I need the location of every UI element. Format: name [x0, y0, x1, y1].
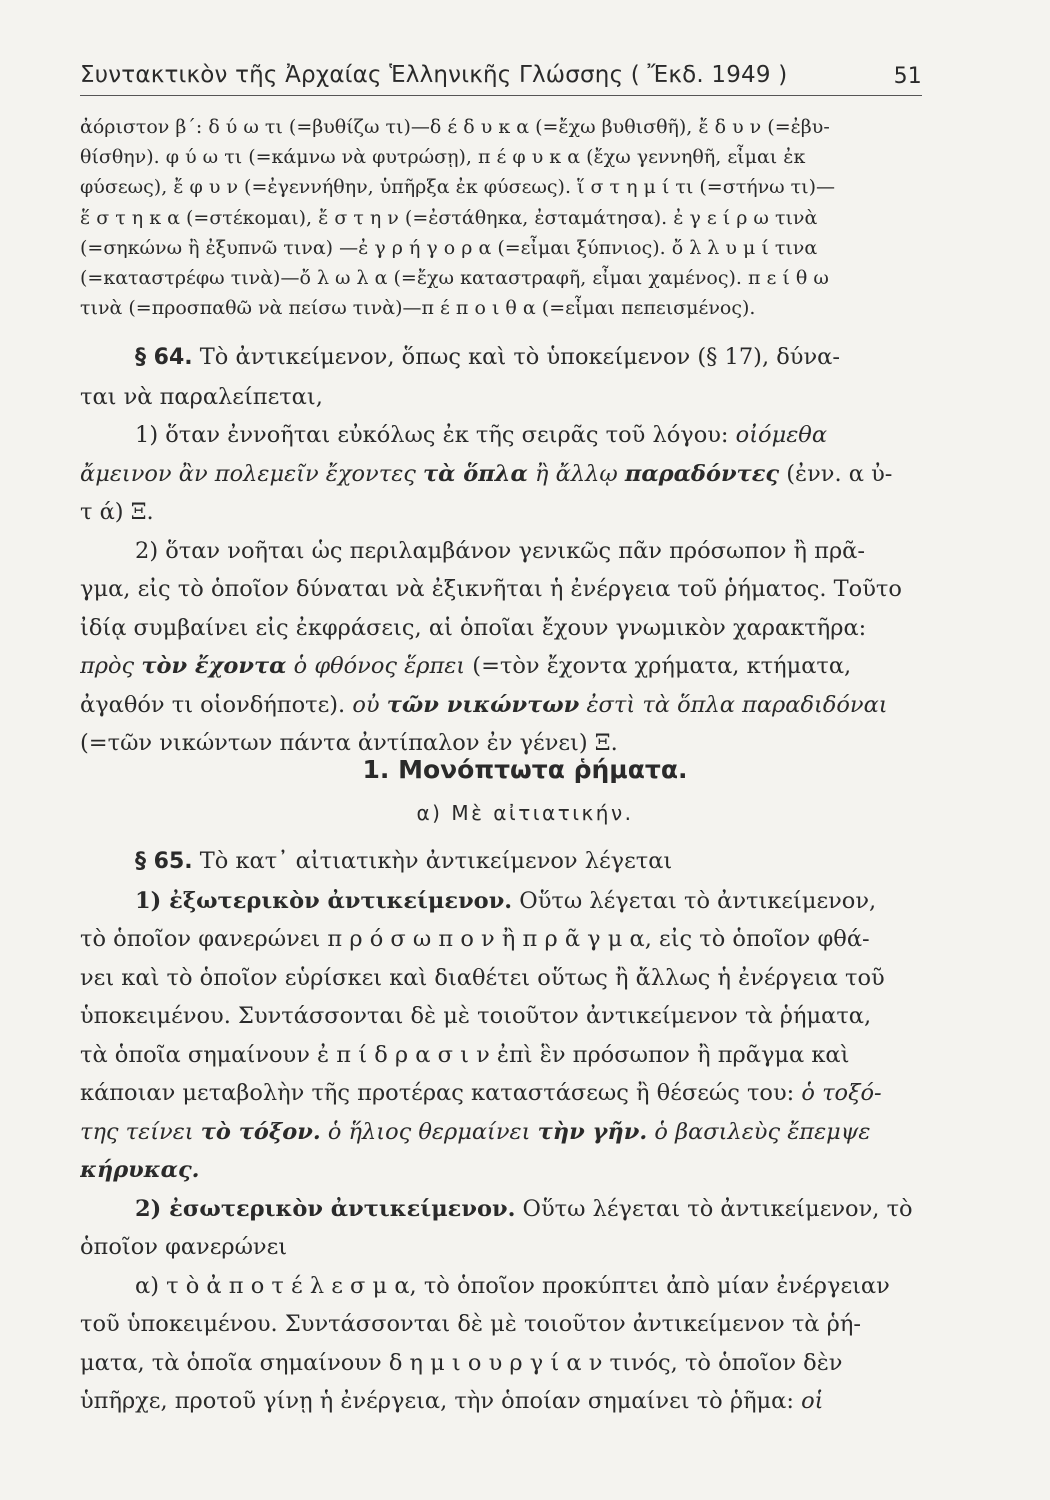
- text-line: φύσεως), ἔ φ υ ν (=ἐγεννήθην, ὑπῆρξα ἐκ φύσεως). ἵ σ τ η μ ί τι (=στήνω τι)—: [80, 176, 836, 199]
- text-span: κάποιαν μεταβολὴν τῆς προτέρας καταστάσεως ἢ θέσεώς του:: [80, 1080, 802, 1106]
- text-line: ὑποκειμένου. Συντάσσονται δὲ μὲ τοιοῦτον ἀντικείμενον τὰ ῥήματα,: [80, 1003, 872, 1029]
- text-line: τὸ ὁποῖον φανερώνει π ρ ό σ ω π ο ν ἢ π ρ ᾶ γ μ α, εἰς τὸ ὁποῖον φθά-: [80, 926, 870, 952]
- term-bold: 2) ἐσωτερικὸν ἀντικείμενον.: [135, 1195, 516, 1222]
- text-line: τὰ ὁποῖα σημαίνουν ἐ π ί δ ρ α σ ι ν ἐπὶ ἓν πρόσωπον ἢ πρᾶγμα καὶ: [80, 1041, 850, 1068]
- text-line: ἀόριστον β΄: δ ύ ω τι (=βυθίζω τι)—δ έ δ υ κ α (=ἔχω βυθισθῆ), ἔ δ υ ν (=ἐβυ-: [80, 116, 830, 138]
- example-italic: οὐ: [352, 691, 387, 718]
- text-span: Οὕτω λέγεται τὸ ἀντικείμενον, τὸ: [515, 1195, 913, 1222]
- example-bold: τὰ ὅπλα: [423, 460, 528, 487]
- section-65: [80, 842, 922, 1421]
- text-span: Οὕτω λέγεται τὸ ἀντικείμενον,: [512, 887, 877, 914]
- text-span: ἀγαθόν τι οἱονδήποτε).: [80, 691, 353, 718]
- example-italic: ὁ τοξό-: [801, 1080, 882, 1106]
- text-span: ὑπῆρχε, προτοῦ γίνῃ ἡ ἐνέργεια, τὴν ὁποίαν σημαίνει τὸ ῥῆμα:: [80, 1388, 802, 1414]
- text-line: (=σηκώνω ἢ ἐξυπνῶ τινα) —ἐ γ ρ ή γ ο ρ α (=εἶμαι ξύπνιος). ὄ λ λ υ μ ί τινα: [80, 236, 818, 259]
- text-line: ματα, τὰ ὁποῖα σημαίνουν δ η μ ι ο υ ρ γ ί α ν τινός, τὸ ὁποῖον δὲν: [80, 1349, 843, 1376]
- example-bold: τῶν νικώντων: [386, 691, 580, 718]
- example-italic: ἢ ἄλλῳ: [527, 460, 625, 487]
- section-number: § 65.: [135, 849, 193, 874]
- intro-paragraph: [80, 112, 922, 323]
- example-italic: ἄμεινον ἂν πολεμεῖν ἔχοντες: [80, 460, 424, 487]
- example-italic: της τείνει: [80, 1118, 201, 1145]
- text-line: Τὸ ἀντικείμενον, ὅπως καὶ τὸ ὑποκείμενον (§ 17), δύνα-: [192, 344, 840, 370]
- section-number: § 64.: [135, 345, 193, 370]
- text-line: 1) ὅταν ἐννοῆται εὐκόλως ἐκ τῆς σειρᾶς τοῦ λόγου:: [135, 422, 736, 448]
- text-line: νει καὶ τὸ ὁποῖον εὑρίσκει καὶ διαθέτει οὕτως ἢ ἄλλως ἡ ἐνέργεια τοῦ: [80, 964, 885, 991]
- example-italic: πρὸς: [80, 653, 142, 679]
- example-italic: ὁ φθόνος ἕρπει: [286, 653, 466, 679]
- chapter-heading: 1. Μονόπτωτα ῥήματα.: [362, 755, 688, 784]
- text-line: γμα, εἰς τὸ ὁποῖον δύναται νὰ ἐξικνῆται ἡ ἐνέργεια τοῦ ῥήματος. Τοῦτο: [80, 576, 902, 602]
- example-bold: κήρυκας.: [80, 1157, 200, 1183]
- example-bold: τὴν γῆν.: [537, 1118, 648, 1145]
- text-line: ὁποῖον φανερώνει: [80, 1234, 288, 1260]
- text-line: α) τ ὸ ἀ π ο τ έ λ ε σ μ α, τὸ ὁποῖον προκύπτει ἀπὸ μίαν ἐνέργειαν: [135, 1272, 890, 1299]
- text-line: (=τῶν νικώντων πάντα ἀντίπαλον ἐν γένει) Ξ.: [80, 730, 618, 756]
- example-bold: τὸ τόξον.: [200, 1118, 321, 1145]
- text-line: ται νὰ παραλείπεται,: [80, 383, 323, 410]
- header-rule: [80, 95, 922, 96]
- page-number: 51: [893, 64, 922, 89]
- text-line: τοῦ ὑποκειμένου. Συντάσσονται δὲ μὲ τοιοῦτον ἀντικείμενον τὰ ῥή-: [80, 1311, 861, 1337]
- text-line: ἕ σ τ η κ α (=στέκομαι), ἔ σ τ η ν (=ἐστάθηκα, ἐσταμάτησα). ἐ γ ε ί ρ ω τινὰ: [80, 206, 818, 229]
- text-line: τ ά) Ξ.: [80, 499, 154, 525]
- book-title: Συντακτικὸν τῆς Ἀρχαίας Ἑλληνικῆς Γλώσσης ( Ἔκδ. 1949 ): [80, 62, 788, 88]
- term-bold: 1) ἐξωτερικὸν ἀντικείμενον.: [135, 887, 513, 914]
- text-span: (ἐνν. α ὐ-: [779, 460, 893, 487]
- example-italic: ὁ ἥλιος θερμαίνει: [320, 1118, 538, 1145]
- example-italic: οἱ: [801, 1388, 824, 1414]
- text-line: 2) ὅταν νοῆται ὡς περιλαμβάνον γενικῶς πᾶν πρόσωπον ἢ πρᾶ-: [135, 537, 865, 564]
- example-bold: παραδόντες: [624, 460, 780, 487]
- section-64: [80, 338, 922, 763]
- text-line: ἰδίᾳ συμβαίνει εἰς ἐκφράσεις, αἱ ὁποῖαι ἔχουν γνωμικὸν χαρακτῆρα:: [80, 614, 867, 641]
- text-line: Τὸ κατ᾽ αἰτιατικὴν ἀντικείμενον λέγεται: [192, 848, 673, 874]
- text-span: (=τὸν ἔχοντα χρήματα, κτήματα,: [465, 653, 852, 679]
- subsection-heading: α) Μὲ αἰτιατικήν.: [416, 801, 634, 825]
- example-italic: ἐστὶ τὰ ὅπλα παραδιδόναι: [579, 691, 888, 718]
- text-line: θίσθην). φ ύ ω τι (=κάμνω νὰ φυτρώσῃ), π έ φ υ κ α (ἔχω γεννηθῆ, εἶμαι ἐκ: [80, 146, 806, 169]
- example-italic: ὁ βασιλεὺς ἔπεμψε: [647, 1118, 871, 1145]
- example-italic: οἰόμεθα: [735, 422, 828, 448]
- text-line: τινὰ (=προσπαθῶ νὰ πείσω τινὰ)—π έ π ο ι θ α (=εἶμαι πεπεισμένος).: [80, 297, 756, 320]
- example-bold: τὸν ἔχοντα: [141, 653, 287, 679]
- text-line: (=καταστρέφω τινὰ)—ὄ λ ω λ α (=ἔχω καταστραφῆ, εἶμαι χαμένος). π ε ί θ ω: [80, 267, 829, 290]
